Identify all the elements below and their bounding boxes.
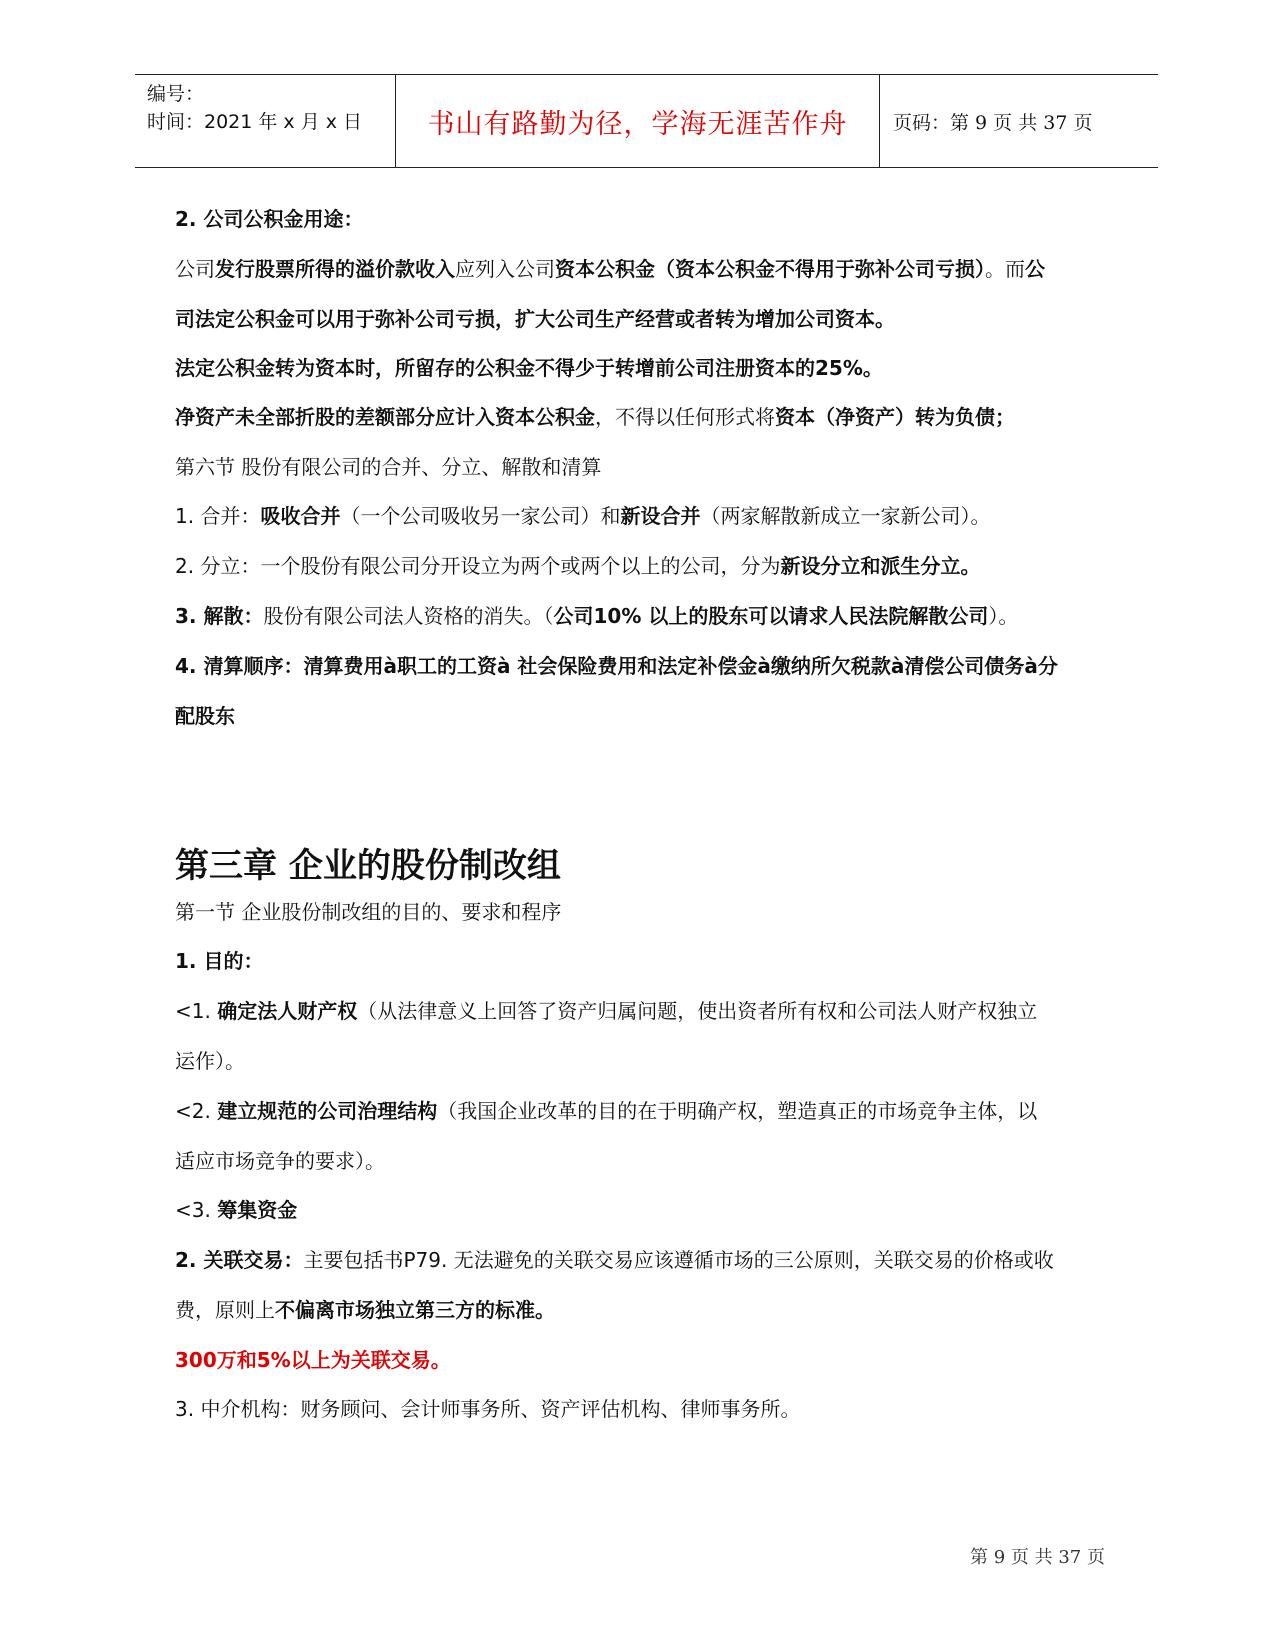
paragraph-line <box>175 403 1015 431</box>
paragraph-line: 法定公积金转为资本时，所留存的公积金不得少于转增前公司注册资本的25%。 <box>175 356 883 380</box>
paragraph-line: 配股东 <box>175 704 235 728</box>
paragraph-line <box>175 255 1045 283</box>
header-motto-cell <box>395 75 880 167</box>
paragraph-line <box>175 1097 1037 1125</box>
paragraph-line: 运作）。 <box>175 1049 245 1073</box>
text-span: （一个公司吸收另一家公司）和 <box>340 504 621 528</box>
text-span: 2. 关联交易： <box>175 1248 304 1272</box>
text-span: （我国企业改革的目的在于明确产权，塑造真正的市场竞争主体，以 <box>437 1099 1038 1123</box>
text-span: 净资产未全部折股的差额部分应计入资本公积金 <box>175 405 595 429</box>
text-span: 2. 分立：一个股份有限公司分开设立为两个或两个以上的公司，分为 <box>175 554 781 578</box>
text-span: 。而 <box>985 257 1025 281</box>
text-span: 公 <box>1025 257 1045 281</box>
page-code: 页码：第 9 页 共 37 页 <box>893 111 1093 134</box>
text-span: 吸收合并 <box>260 504 341 528</box>
text-span: ，不得以任何形式将 <box>595 405 775 429</box>
paragraph-line <box>175 552 980 580</box>
doc-time-label: 时间：2021 年 x 月 x 日 <box>147 111 363 133</box>
text-span: 公司10% 以上的股东可以请求人民法院解散公司 <box>553 604 989 628</box>
section-heading: 第一节 企业股份制改组的目的、要求和程序 <box>175 900 562 924</box>
paragraph-line <box>175 602 1018 630</box>
doc-number-label: 编号： <box>147 83 205 105</box>
paragraph-line <box>175 997 1037 1025</box>
text-span: <3. <box>175 1198 218 1222</box>
text-span: 费，原则上 <box>175 1298 275 1322</box>
paragraph-line: 3. 中介机构：财务顾问、会计师事务所、资产评估机构、律师事务所。 <box>175 1397 801 1421</box>
text-span: 应列入公司 <box>455 257 555 281</box>
text-span: <2. <box>175 1099 218 1123</box>
paragraph-line: 司法定公积金可以用于弥补公司亏损，扩大公司生产经营或者转为增加公司资本。 <box>175 307 895 331</box>
paragraph-line: 适应市场竞争的要求）。 <box>175 1149 385 1173</box>
paragraph-line <box>175 1296 555 1324</box>
text-span: 新设分立和派生分立。 <box>780 554 981 578</box>
paragraph-line: 1. 目的： <box>175 949 264 973</box>
text-span: 主要包括书P79. 无法避免的关联交易应该遵循市场的三公原则，关联交易的价格或收 <box>303 1248 1054 1272</box>
paragraph-line <box>175 1246 1054 1274</box>
text-span: 新设合并 <box>620 504 701 528</box>
text-span: 公司 <box>175 257 215 281</box>
text-span: 发行股票所得的溢价款收入 <box>215 257 455 281</box>
text-span: 不偏离市场独立第三方的标准。 <box>275 1298 555 1322</box>
header-page-cell <box>879 75 1158 167</box>
motto: 书山有路勤为径，学海无涯苦作舟 <box>427 108 848 140</box>
text-span: 资本（净资产）转为负债； <box>775 405 1015 429</box>
highlight-line: 300万和5%以上为关联交易。 <box>175 1348 451 1372</box>
text-span: 确定法人财产权 <box>217 999 358 1023</box>
text-span: <1. <box>175 999 218 1023</box>
paragraph-line: 4. 清算顺序：清算费用à职工的工资à 社会保险费用和法定补偿金à缴纳所欠税款à清偿公司债务à分 <box>175 654 1058 678</box>
text-span: ）。 <box>988 604 1019 628</box>
page-header <box>135 74 1158 168</box>
text-span: 股份有限公司法人资格的消失。（ <box>263 604 554 628</box>
text-span: 筹集资金 <box>217 1198 298 1222</box>
page-footer: 第 9 页 共 37 页 <box>970 1547 1105 1568</box>
text-span: （从法律意义上回答了资产归属问题，使出资者所有权和公司法人财产权独立 <box>357 999 1038 1023</box>
text-span: （两家解散新成立一家新公司）。 <box>700 504 991 528</box>
text-span: 1. 合并： <box>175 504 261 528</box>
section-heading: 第六节 股份有限公司的合并、分立、解散和清算 <box>175 455 602 479</box>
header-meta-cell <box>135 75 395 167</box>
text-span: 建立规范的公司治理结构 <box>217 1099 438 1123</box>
text-span: 3. 解散： <box>175 604 264 628</box>
paragraph-line <box>175 1196 297 1224</box>
heading-reserve-use: 2. 公司公积金用途： <box>175 207 364 231</box>
paragraph-line <box>175 502 990 530</box>
chapter-title: 第三章 企业的股份制改组 <box>175 846 561 886</box>
text-span: 资本公积金（资本公积金不得用于弥补公司亏损） <box>555 257 985 281</box>
